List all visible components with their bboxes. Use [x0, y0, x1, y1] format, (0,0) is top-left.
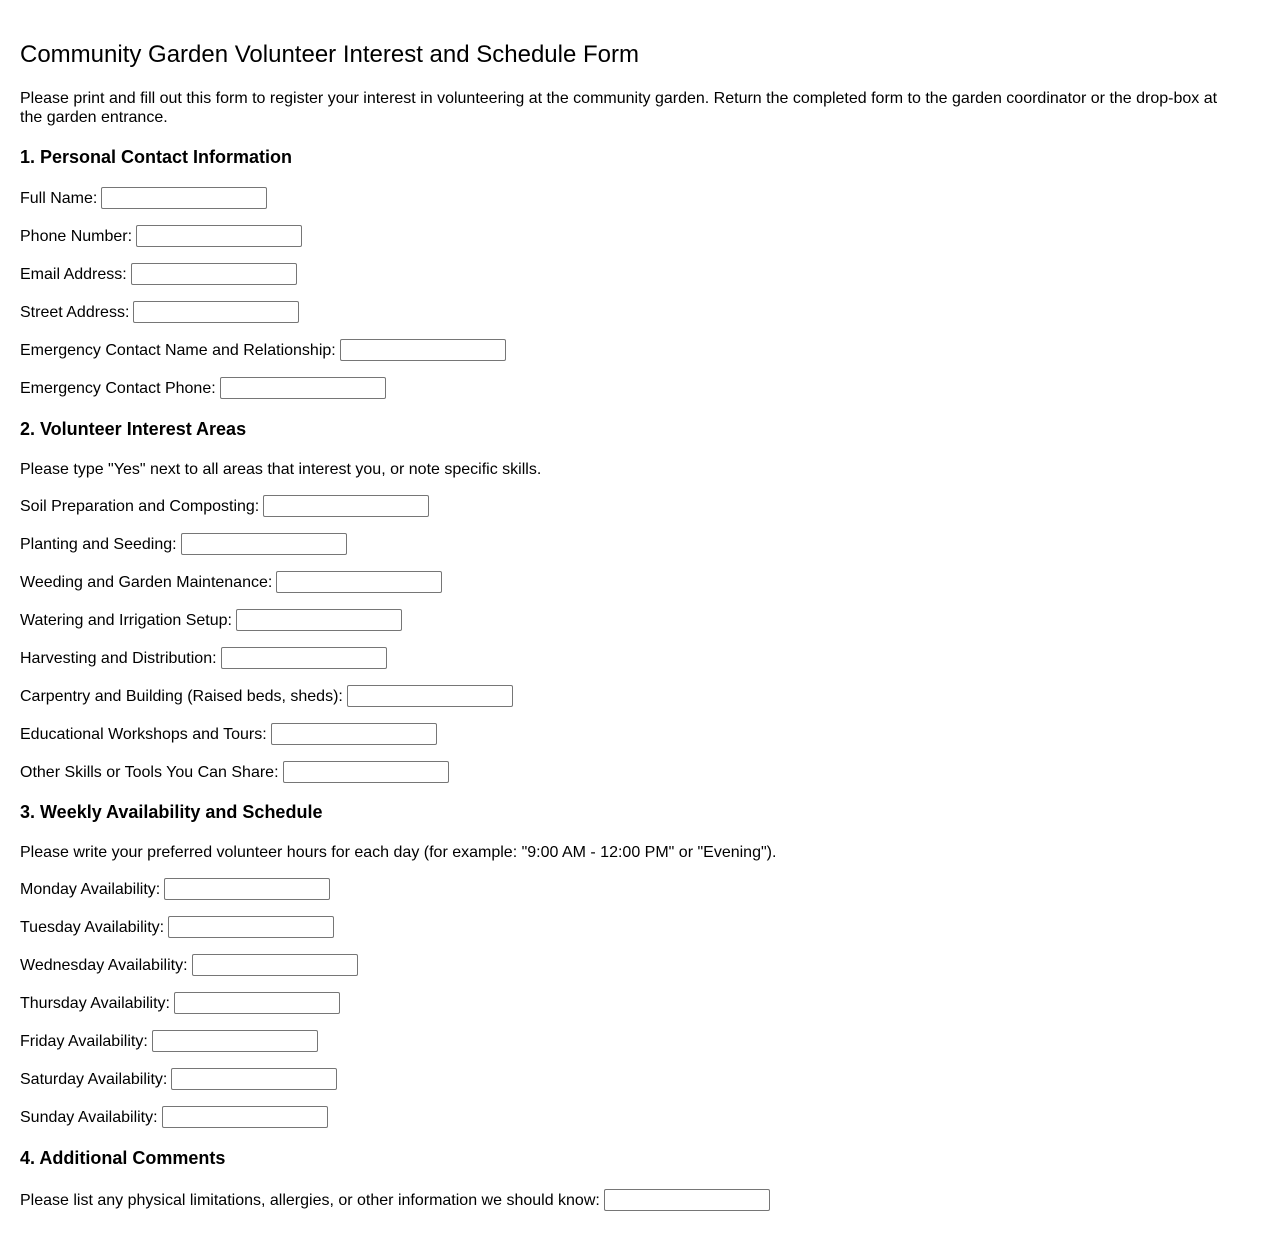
street-address-input[interactable] [133, 301, 299, 323]
emergency-contact-phone-label: Emergency Contact Phone: [20, 379, 216, 397]
educational-workshops-label: Educational Workshops and Tours: [20, 725, 267, 743]
friday-availability-input[interactable] [152, 1030, 318, 1052]
planting-label: Planting and Seeding: [20, 535, 177, 553]
field-saturday-availability [20, 1068, 337, 1090]
section-heading-personal: 1. Personal Contact Information [20, 147, 293, 167]
section-heading-availability: 3. Weekly Availability and Schedule [20, 802, 323, 822]
emergency-contact-name-input[interactable] [340, 339, 506, 361]
soil-preparation-label: Soil Preparation and Composting: [20, 497, 260, 515]
wednesday-availability-input[interactable] [192, 954, 358, 976]
field-full-name [20, 187, 267, 209]
field-additional-comments [20, 1189, 770, 1211]
interests-instructions: Please type "Yes" next to all areas that interest you, or note specific skills. [20, 461, 542, 478]
field-educational-workshops [20, 723, 437, 745]
tuesday-availability-input[interactable] [168, 916, 334, 938]
field-planting [20, 533, 347, 555]
carpentry-input[interactable] [347, 685, 513, 707]
field-monday-availability [20, 878, 330, 900]
watering-label: Watering and Irrigation Setup: [20, 611, 232, 629]
other-skills-label: Other Skills or Tools You Can Share: [20, 763, 279, 781]
form-title: Community Garden Volunteer Interest and Schedule Form [20, 41, 639, 68]
field-sunday-availability [20, 1106, 328, 1128]
field-thursday-availability [20, 992, 340, 1014]
sunday-availability-label: Sunday Availability: [20, 1108, 158, 1126]
wednesday-availability-label: Wednesday Availability: [20, 956, 188, 974]
weeding-input[interactable] [276, 571, 442, 593]
field-weeding [20, 571, 442, 593]
field-wednesday-availability [20, 954, 358, 976]
monday-availability-input[interactable] [164, 878, 330, 900]
planting-input[interactable] [181, 533, 347, 555]
sunday-availability-input[interactable] [162, 1106, 328, 1128]
additional-comments-input[interactable] [604, 1189, 770, 1211]
field-harvesting [20, 647, 387, 669]
thursday-availability-input[interactable] [174, 992, 340, 1014]
field-soil-preparation [20, 495, 429, 517]
tuesday-availability-label: Tuesday Availability: [20, 918, 165, 936]
phone-input[interactable] [136, 225, 302, 247]
field-friday-availability [20, 1030, 318, 1052]
friday-availability-label: Friday Availability: [20, 1032, 148, 1050]
field-street-address [20, 301, 299, 323]
availability-instructions: Please write your preferred volunteer hours for each day (for example: "9:00 AM - 12:00 PM" or "Evening"). [20, 844, 777, 861]
section-heading-comments: 4. Additional Comments [20, 1148, 226, 1168]
field-tuesday-availability [20, 916, 334, 938]
field-email [20, 263, 297, 285]
harvesting-input[interactable] [221, 647, 387, 669]
field-emergency-contact-name [20, 339, 506, 361]
full-name-label: Full Name: [20, 189, 98, 207]
emergency-contact-name-label: Emergency Contact Name and Relationship: [20, 341, 336, 359]
field-other-skills [20, 761, 449, 783]
weeding-label: Weeding and Garden Maintenance: [20, 573, 273, 591]
field-emergency-contact-phone [20, 377, 386, 399]
email-label: Email Address: [20, 265, 127, 283]
field-watering [20, 609, 402, 631]
watering-input[interactable] [236, 609, 402, 631]
educational-workshops-input[interactable] [271, 723, 437, 745]
field-carpentry [20, 685, 513, 707]
section-heading-interests: 2. Volunteer Interest Areas [20, 419, 247, 439]
soil-preparation-input[interactable] [263, 495, 429, 517]
phone-label: Phone Number: [20, 227, 133, 245]
additional-comments-label: Please list any physical limitations, allergies, or other information we should know: [20, 1191, 600, 1209]
street-address-label: Street Address: [20, 303, 130, 321]
thursday-availability-label: Thursday Availability: [20, 994, 170, 1012]
carpentry-label: Carpentry and Building (Raised beds, sheds): [20, 687, 343, 705]
full-name-input[interactable] [101, 187, 267, 209]
form-intro: Please print and fill out this form to register your interest in volunteering at the community garden. Return the completed form to the garden coordinator or the drop-box at the garden entrance. [20, 90, 1218, 126]
harvesting-label: Harvesting and Distribution: [20, 649, 217, 667]
emergency-contact-phone-input[interactable] [220, 377, 386, 399]
saturday-availability-label: Saturday Availability: [20, 1070, 168, 1088]
monday-availability-label: Monday Availability: [20, 880, 161, 898]
saturday-availability-input[interactable] [171, 1068, 337, 1090]
other-skills-input[interactable] [283, 761, 449, 783]
field-phone [20, 225, 302, 247]
email-input[interactable] [131, 263, 297, 285]
